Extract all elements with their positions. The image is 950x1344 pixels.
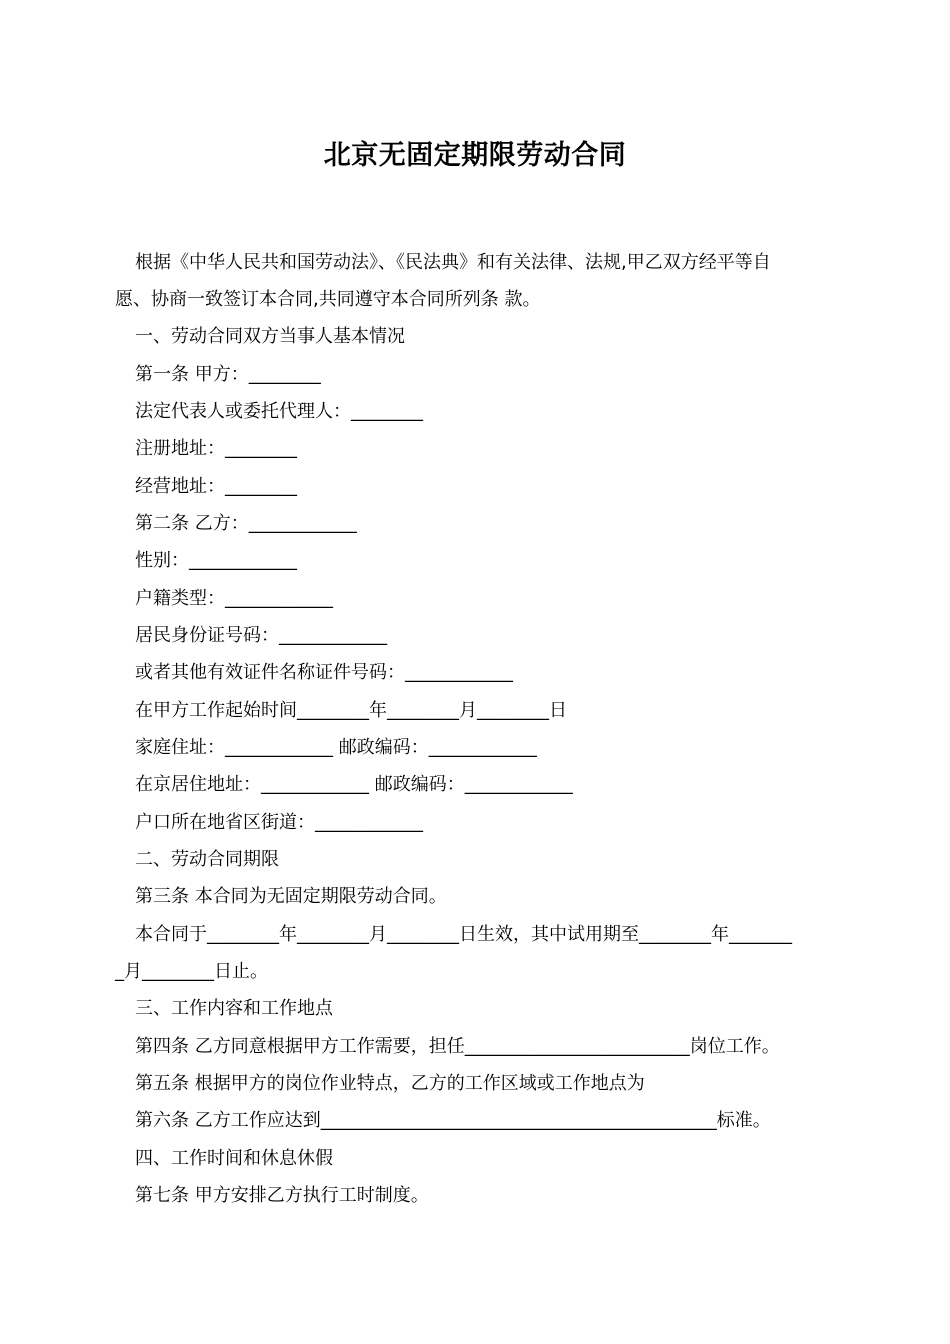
clause-line: 注册地址：________ (135, 438, 297, 459)
clause-line: 第六条 乙方工作应达到____________________________________________标准。 (135, 1110, 771, 1131)
clause-line: 第七条 甲方安排乙方执行工时制度。 (135, 1185, 429, 1206)
clause-line: 在京居住地址：____________ 邮政编码：____________ (135, 774, 573, 795)
clause-line: 性别：____________ (135, 550, 297, 571)
clause-line: _月________日止。 (115, 961, 268, 982)
clause-line: 居民身份证号码：____________ (135, 625, 387, 646)
clause-line: 本合同于________年________月________日生效，其中试用期至________年_______ (135, 924, 792, 945)
clause-line: 户籍类型：____________ (135, 588, 333, 609)
section-heading: 三、工作内容和工作地点 (135, 998, 333, 1019)
clause-line: 第二条 乙方：____________ (135, 513, 357, 534)
clause-line: 第一条 甲方：________ (135, 364, 321, 385)
clause-line: 户口所在地省区街道：____________ (135, 812, 423, 833)
section-heading: 二、劳动合同期限 (135, 849, 279, 870)
section-heading: 四、工作时间和休息休假 (135, 1148, 333, 1169)
clause-line: 第四条 乙方同意根据甲方工作需要，担任_________________________岗位工作。 (135, 1036, 780, 1057)
clause-line: 或者其他有效证件名称证件号码：____________ (135, 662, 513, 683)
clause-line: 第五条 根据甲方的岗位作业特点，乙方的工作区域或工作地点为 (135, 1073, 645, 1094)
section-heading: 一、劳动合同双方当事人基本情况 (135, 326, 405, 347)
clause-line: 第三条 本合同为无固定期限劳动合同。 (135, 886, 447, 907)
document-title: 北京无固定期限劳动合同 (323, 140, 627, 171)
clause-line: 家庭住址：____________ 邮政编码：____________ (135, 737, 537, 758)
clause-line: 法定代表人或委托代理人：________ (135, 401, 423, 422)
clause-line: 经营地址：________ (135, 476, 297, 497)
paragraph-line: 愿、协商一致签订本合同,共同遵守本合同所列条 款。 (115, 289, 541, 310)
paragraph-line: 根据《中华人民共和国劳动法》、《民法典》和有关法律、法规,甲乙双方经平等自 (135, 252, 771, 273)
clause-line: 在甲方工作起始时间________年________月________日 (135, 700, 567, 721)
